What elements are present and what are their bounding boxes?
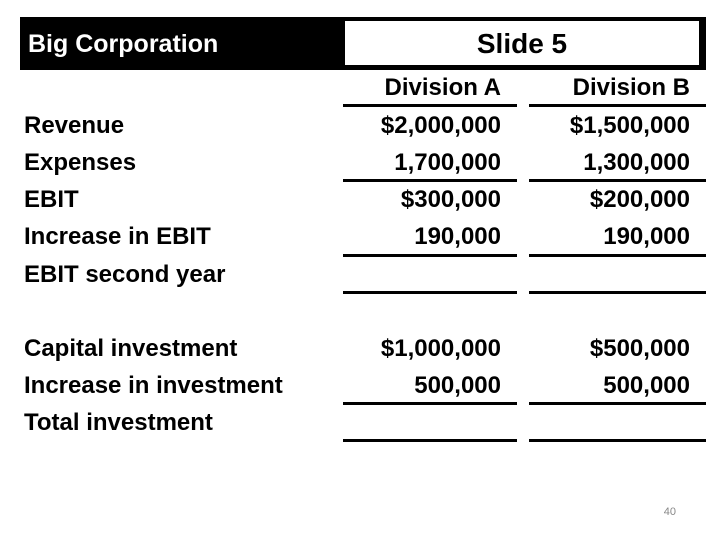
ebit-second-year-underline-a <box>343 291 517 294</box>
ebit-second-year-underline-b <box>529 291 706 294</box>
cell-expenses-b: 1,300,000 <box>583 149 690 176</box>
page-number: 40 <box>663 506 676 518</box>
slide-title: Slide 5 <box>343 19 701 67</box>
row-label-ebit-second-year: EBIT second year <box>24 261 226 288</box>
row-label-increase-investment: Increase in investment <box>24 372 283 399</box>
cell-ebit-b: $200,000 <box>589 186 690 213</box>
column-header-division-a: Division A <box>384 74 501 101</box>
column-header-division-b: Division B <box>572 74 690 101</box>
header-underline-a <box>343 104 517 107</box>
increase-ebit-underline-b <box>529 254 706 257</box>
cell-revenue-a: $2,000,000 <box>380 112 501 139</box>
increase-investment-underline-b <box>529 402 706 405</box>
row-label-revenue: Revenue <box>24 112 125 139</box>
cell-increase-investment-b: 500,000 <box>603 372 690 399</box>
cell-expenses-a: 1,700,000 <box>394 149 501 176</box>
header-underline-b <box>529 104 706 107</box>
cell-ebit-a: $300,000 <box>400 186 501 213</box>
row-label-ebit: EBIT <box>24 186 79 213</box>
row-label-total-investment: Total investment <box>24 409 213 436</box>
cell-capital-investment-b: $500,000 <box>589 335 690 362</box>
company-name: Big Corporation <box>28 30 219 58</box>
row-label-expenses: Expenses <box>24 149 137 176</box>
total-investment-underline-a <box>343 439 517 442</box>
cell-increase-ebit-b: 190,000 <box>603 223 690 250</box>
row-label-capital-investment: Capital investment <box>24 335 238 362</box>
cell-revenue-b: $1,500,000 <box>569 112 690 139</box>
expenses-underline-b <box>529 179 706 182</box>
expenses-underline-a <box>343 179 517 182</box>
cell-increase-investment-a: 500,000 <box>414 372 501 399</box>
increase-ebit-underline-a <box>343 254 517 257</box>
row-label-increase-ebit: Increase in EBIT <box>24 223 211 250</box>
cell-increase-ebit-a: 190,000 <box>414 223 501 250</box>
increase-investment-underline-a <box>343 402 517 405</box>
cell-capital-investment-a: $1,000,000 <box>380 335 501 362</box>
total-investment-underline-b <box>529 439 706 442</box>
